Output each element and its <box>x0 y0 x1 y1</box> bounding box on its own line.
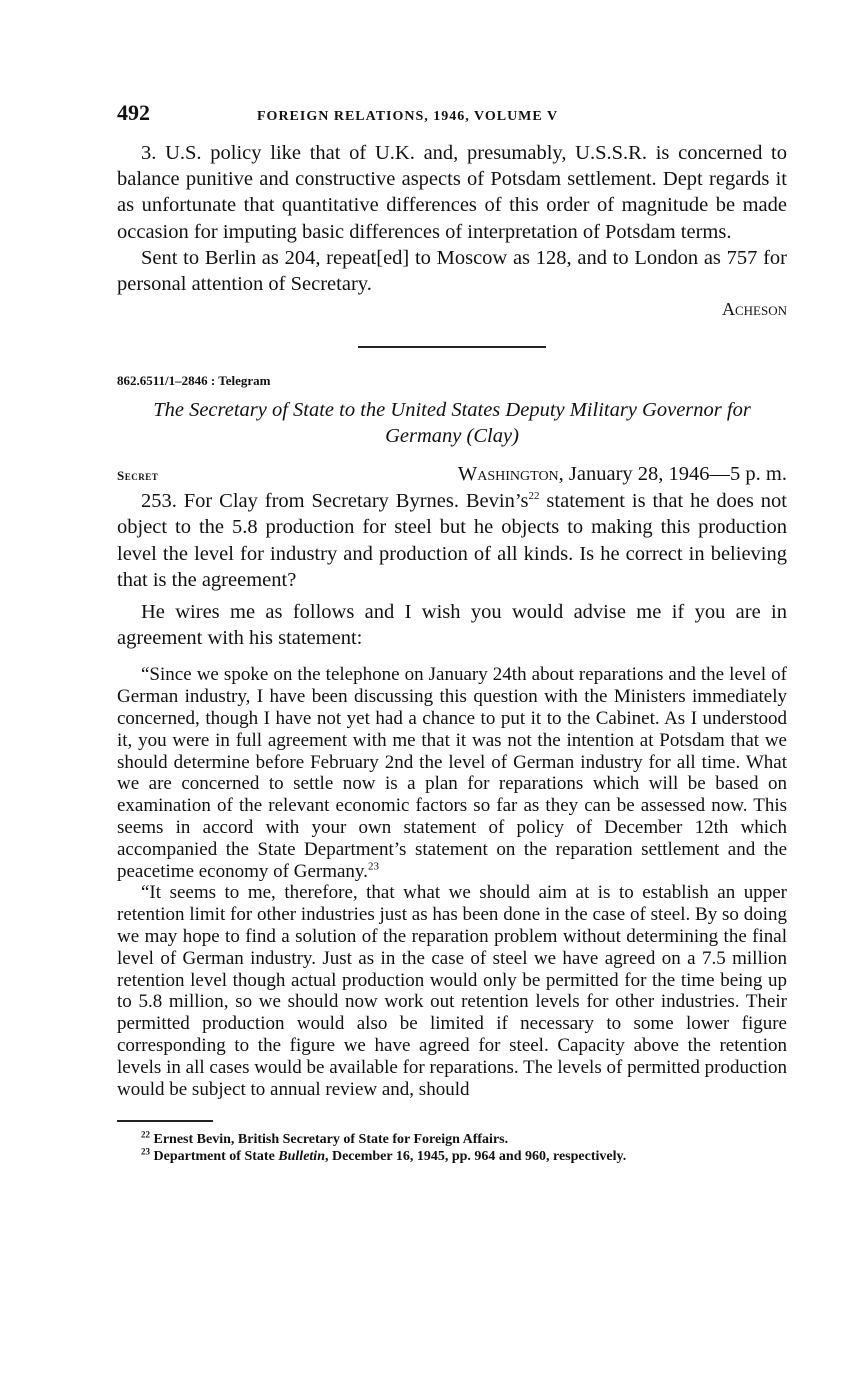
file-number: 862.6511/1–2846 : Telegram <box>117 373 271 389</box>
document-title: The Secretary of State to the United States Deputy Military Governor for Germany (Clay) <box>153 399 751 448</box>
dateline <box>117 463 787 486</box>
running-header <box>117 100 787 140</box>
quoted-paragraph-2: “It seems to me, therefore, that what we should aim at is to establish an upper retention limit for other industries just as has been done in the case of steel. By so doing we may hope to find a solution of the reparation problem without determining the final level of German industry. Just as in the case of steel we have agreed on a 7.5 million retention level though actual production would only be permitted for the time being up to 5.8 million, so we should now work out retention levels for other industries. Their permitted production would also be limited if necessary to some lower figure corresponding to the figure we have agreed for steel. Capacity above the retention levels in all cases would be available for reparations. The levels of permitted production would be subject to annual review and, should <box>117 882 787 1100</box>
signature-acheson: Acheson <box>721 299 787 320</box>
telegram-paragraph-1 <box>117 488 787 593</box>
footnote-marker: 23 <box>141 1146 150 1157</box>
page-number: 492 <box>117 100 150 125</box>
prev-paragraph-3: 3. U.S. policy like that of U.K. and, presumably, U.S.S.R. is concerned to balance punitive and constructive aspects of Potsdam settlement. Dept regards it as unfortunate that quantitative differences of this order of magnitude be made occasion for imputing basic differences of interpretation of Potsdam terms. <box>117 142 787 243</box>
footnote-marker: 22 <box>141 1129 150 1140</box>
place: Washington <box>457 463 559 486</box>
footnote-22 <box>117 1131 787 1149</box>
footnote-23 <box>117 1148 787 1166</box>
para1-text-a: 253. For Clay from Secretary Byrnes. Bevin’s <box>141 490 529 513</box>
document-page <box>117 100 787 1166</box>
footnote-bulletin-italic: Bulletin <box>278 1149 325 1165</box>
running-title: FOREIGN RELATIONS, 1946, VOLUME V <box>257 109 559 124</box>
footnote-ref-23: 23 <box>367 860 379 873</box>
footnote-text-b: , December 16, 1945, pp. 964 and 960, respectively. <box>324 1149 627 1165</box>
quote1-text: “Since we spoke on the telephone on January 24th about reparations and the level of German industry, I have been discussing this question with the Ministers immediately concerned, though I have not yet had a chance to put it to the Cabinet. As I understood it, you were in full agreement with me that it was not the intention at Potsdam that we should determine before February 2nd the level of German industry for all time. What we are concerned to settle now is a plan for reparations which will be based on examination of the relevant economic factors so far as they can be assessed now. This seems in accord with your own statement of policy of December 12th which accompanied the State Department’s statement on the reparation settlement and the peacetime economy of Germany. <box>117 664 787 882</box>
prev-sent-to: Sent to Berlin as 204, repeat[ed] to Moscow as 128, and to London as 757 for personal attention of Secretary. <box>117 246 787 296</box>
telegram-paragraph-2: He wires me as follows and I wish you would advise me if you are in agreement with his statement: <box>117 601 787 650</box>
footnote-text: Ernest Bevin, British Secretary of State for Foreign Affairs. <box>153 1131 509 1147</box>
section-divider <box>358 346 546 348</box>
footnote-text-a: Department of State <box>153 1149 279 1165</box>
para1-text-b: statement is that he does not object to the 5.8 production for steel but he objects to making this production level the level for industry and production of all kinds. Is he correct in believing that is the agreement? <box>117 490 787 591</box>
classification-label: Secret <box>117 468 159 484</box>
footnote-rule <box>117 1120 213 1122</box>
place-date <box>458 463 787 486</box>
quoted-paragraph-1 <box>117 664 787 882</box>
footnote-ref-22: 22 <box>528 490 540 503</box>
date: , January 28, 1946—5 p. m. <box>558 463 787 486</box>
